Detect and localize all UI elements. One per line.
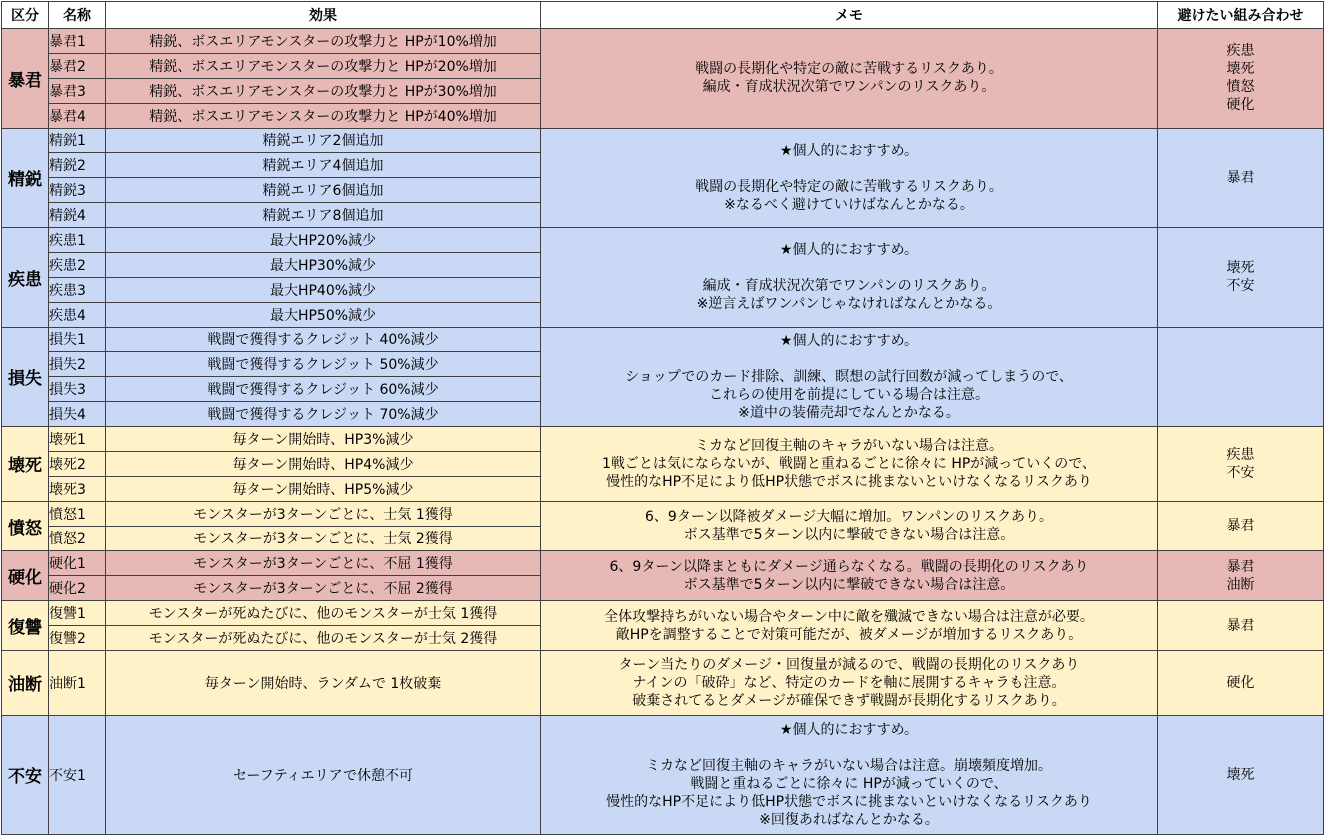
effect-cell: 毎ターン開始時、HP3%減少	[106, 427, 541, 452]
table-row	[2, 601, 1324, 626]
table-row	[2, 128, 1324, 153]
avoid-item: 壊死	[1226, 260, 1255, 277]
effect-cell: 戦闘で獲得するクレジット 40%減少	[106, 327, 541, 352]
avoid-item: 暴君	[1226, 518, 1255, 534]
avoid-item: 油断	[1226, 576, 1255, 593]
category-cell: 精鋭	[2, 128, 49, 228]
memo-line: ※逆言えばワンパンじゃなければなんとかなる。	[696, 296, 1002, 313]
name-cell: 暴君1	[49, 29, 106, 54]
effect-cell: 毎ターン開始時、HP4%減少	[106, 451, 541, 476]
name-cell: 壊死1	[49, 427, 106, 452]
effect-cell: モンスターが3ターンごとに、不屈 2獲得	[106, 576, 541, 601]
effect-cell: モンスターが3ターンごとに、不屈 1獲得	[106, 551, 541, 576]
name-cell: 壊死3	[49, 476, 106, 501]
memo-line: 戦闘の長期化や特定の敵に苦戦するリスクあり。	[695, 178, 1003, 195]
table-row	[2, 551, 1324, 576]
header-effect: 効果	[106, 2, 541, 29]
name-cell: 復讐1	[49, 601, 106, 626]
name-cell: 復讐2	[49, 626, 106, 651]
name-cell: 疾患4	[49, 302, 106, 327]
memo-line: ★個人的におすすめ。	[779, 721, 919, 738]
name-cell: 精鋭1	[49, 128, 106, 153]
memo-cell	[541, 715, 1158, 834]
name-cell: 暴君4	[49, 103, 106, 128]
avoid-item: 疾患	[1226, 43, 1255, 60]
memo-line: 6、9ターン以降まともにダメージ通らなくなる。戦闘の長期化のリスクあり	[609, 558, 1089, 575]
group-2	[2, 228, 1324, 328]
category-cell: 疾患	[2, 228, 49, 328]
avoid-item: 暴君	[1226, 617, 1255, 634]
group-3	[2, 327, 1324, 427]
name-cell: 損失1	[49, 327, 106, 352]
avoid-cell	[1158, 29, 1324, 129]
avoid-item: 壊死	[1226, 61, 1255, 78]
memo-line: ボス基準で5ターン以内に撃破できない場合は注意。	[683, 576, 1015, 593]
memo-line: ★個人的におすすめ。	[779, 332, 919, 349]
effect-cell: モンスターが3ターンごとに、士気 1獲得	[106, 501, 541, 526]
name-cell: 損失3	[49, 377, 106, 402]
memo-line: 敵HPを調整することで対策可能だが、被ダメージが増加するリスクあり。	[615, 626, 1083, 643]
effect-cell: 精鋭、ボスエリアモンスターの攻撃力と HPが30%増加	[106, 78, 541, 103]
memo-cell	[541, 29, 1158, 129]
avoid-cell	[1158, 715, 1324, 834]
effect-cell: 精鋭、ボスエリアモンスターの攻撃力と HPが10%増加	[106, 29, 541, 54]
effect-cell: 戦闘で獲得するクレジット 70%減少	[106, 402, 541, 427]
avoid-cell	[1158, 427, 1324, 502]
memo-line: 編成・育成状況次第でワンパンのリスクあり。	[702, 278, 996, 295]
name-cell: 暴君3	[49, 78, 106, 103]
avoid-item: 暴君	[1226, 169, 1255, 186]
avoid-cell	[1158, 228, 1324, 328]
effect-cell: 精鋭、ボスエリアモンスターの攻撃力と HPが20%増加	[106, 53, 541, 78]
header-memo: メモ	[541, 2, 1158, 29]
memo-line: 慢性的なHP不足により低HP状態でボスに挑まないといけなくなるリスクあり	[606, 473, 1092, 490]
memo-cell	[541, 601, 1158, 651]
memo-line: ミカなど回復主軸のキャラがいない場合は注意。崩壊頻度増加。	[646, 757, 1052, 774]
avoid-item: 壊死	[1226, 766, 1255, 783]
avoid-item: 硬化	[1226, 97, 1255, 114]
group-6	[2, 551, 1324, 601]
avoid-item: 不安	[1226, 278, 1255, 295]
category-cell: 復讐	[2, 601, 49, 651]
memo-line	[541, 160, 1157, 178]
memo-line: ※道中の装備売却でなんとかなる。	[738, 404, 960, 421]
category-cell: 憤怒	[2, 501, 49, 551]
effect-cell: モンスターが3ターンごとに、士気 2獲得	[106, 526, 541, 551]
category-cell: 壊死	[2, 427, 49, 502]
avoid-cell	[1158, 327, 1324, 427]
avoid-item: 疾患	[1226, 446, 1255, 463]
memo-cell	[541, 228, 1158, 328]
effect-cell: 最大HP30%減少	[106, 252, 541, 277]
memo-line: ナインの「破砕」など、特定のカードを軸に展開するキャラも注意。	[632, 674, 1066, 691]
memo-cell	[541, 501, 1158, 551]
name-cell: 損失2	[49, 352, 106, 377]
name-cell: 精鋭3	[49, 178, 106, 203]
header-category: 区分	[2, 2, 49, 29]
group-5	[2, 501, 1324, 551]
memo-cell	[541, 551, 1158, 601]
avoid-item: 不安	[1226, 464, 1255, 481]
avoid-cell	[1158, 501, 1324, 551]
name-cell: 憤怒1	[49, 501, 106, 526]
memo-cell	[541, 128, 1158, 228]
effect-cell: 最大HP50%減少	[106, 302, 541, 327]
avoid-cell	[1158, 601, 1324, 651]
name-cell: 憤怒2	[49, 526, 106, 551]
effect-cell: 精鋭、ボスエリアモンスターの攻撃力と HPが40%増加	[106, 103, 541, 128]
curse-table	[1, 1, 1324, 835]
memo-line: ★個人的におすすめ。	[779, 242, 919, 259]
category-cell: 暴君	[2, 29, 49, 129]
avoid-item: 暴君	[1226, 558, 1255, 575]
memo-line: ※回復あればなんとかなる。	[759, 811, 939, 828]
name-cell: 精鋭2	[49, 153, 106, 178]
table-row	[2, 715, 1324, 834]
memo-line: 6、9ターン以降被ダメージ大幅に増加。ワンパンのリスクあり。	[645, 509, 1053, 525]
memo-line: ボス基準で5ターン以内に撃破できない場合は注意。	[683, 527, 1015, 543]
effect-cell: 精鋭エリア2個追加	[106, 128, 541, 153]
memo-cell	[541, 650, 1158, 715]
header-name: 名称	[49, 2, 106, 29]
effect-cell: 精鋭エリア4個追加	[106, 153, 541, 178]
name-cell: 疾患2	[49, 252, 106, 277]
group-0	[2, 29, 1324, 129]
name-cell: 硬化1	[49, 551, 106, 576]
avoid-item: 硬化	[1226, 674, 1255, 691]
effect-cell: セーフティエリアで休憩不可	[106, 715, 541, 834]
effect-cell: 最大HP20%減少	[106, 228, 541, 253]
memo-line: 1戦ごとは気にならないが、戦闘と重ねるごとに徐々に HPが減っていくので、	[601, 455, 1097, 472]
name-cell: 疾患1	[49, 228, 106, 253]
memo-line	[541, 739, 1157, 757]
effect-cell: 最大HP40%減少	[106, 277, 541, 302]
avoid-item: 憤怒	[1226, 79, 1255, 96]
group-8	[2, 650, 1324, 715]
memo-line: ショップでのカード排除、訓練、瞑想の試行回数が減ってしまうので、	[625, 368, 1073, 385]
category-cell: 硬化	[2, 551, 49, 601]
memo-line: 戦闘と重ねるごとに徐々に HPが減っていくので、	[690, 775, 1008, 792]
group-7	[2, 601, 1324, 651]
name-cell: 暴君2	[49, 53, 106, 78]
effect-cell: 毎ターン開始時、HP5%減少	[106, 476, 541, 501]
memo-line: ターン当たりのダメージ・回復量が減るので、戦闘の長期化のリスクあり	[618, 656, 1080, 673]
group-4	[2, 427, 1324, 502]
table-row	[2, 650, 1324, 715]
effect-cell: 精鋭エリア8個追加	[106, 203, 541, 228]
name-cell: 損失4	[49, 402, 106, 427]
avoid-cell	[1158, 650, 1324, 715]
memo-line: ※なるべく避けていけばなんとかなる。	[724, 196, 974, 213]
name-cell: 疾患3	[49, 277, 106, 302]
memo-line	[541, 259, 1157, 277]
name-cell: 壊死2	[49, 451, 106, 476]
header-avoid: 避けたい組み合わせ	[1158, 2, 1324, 29]
name-cell: 不安1	[49, 715, 106, 834]
header-row	[2, 2, 1324, 29]
table-row	[2, 327, 1324, 352]
group-1	[2, 128, 1324, 228]
effect-cell: 戦闘で獲得するクレジット 50%減少	[106, 352, 541, 377]
table-row	[2, 29, 1324, 54]
memo-line: 破棄されてるとダメージが確保できず戦闘が長期化するリスクあり。	[632, 692, 1066, 709]
memo-cell	[541, 427, 1158, 502]
group-9	[2, 715, 1324, 834]
avoid-cell	[1158, 128, 1324, 228]
effect-cell: モンスターが死ぬたびに、他のモンスターが士気 2獲得	[106, 626, 541, 651]
memo-line: ★個人的におすすめ。	[779, 142, 919, 159]
avoid-cell	[1158, 551, 1324, 601]
table-row	[2, 501, 1324, 526]
memo-line: ミカなど回復主軸のキャラがいない場合は注意。	[695, 437, 1003, 454]
table-row	[2, 228, 1324, 253]
effect-cell: モンスターが死ぬたびに、他のモンスターが士気 1獲得	[106, 601, 541, 626]
memo-line	[541, 350, 1157, 368]
memo-line: 全体攻撃持ちがいない場合やターン中に敵を殲滅できない場合は注意が必要。	[604, 608, 1094, 625]
memo-cell	[541, 327, 1158, 427]
memo-line: 慢性的なHP不足により低HP状態でボスに挑まないといけなくなるリスクあり	[606, 793, 1092, 810]
memo-line: これらの使用を前提にしている場合は注意。	[709, 386, 989, 403]
name-cell: 油断1	[49, 650, 106, 715]
category-cell: 油断	[2, 650, 49, 715]
name-cell: 精鋭4	[49, 203, 106, 228]
effect-cell: 毎ターン開始時、ランダムで 1枚破棄	[106, 650, 541, 715]
effect-cell: 精鋭エリア6個追加	[106, 178, 541, 203]
memo-line: 編成・育成状況次第でワンパンのリスクあり。	[702, 79, 996, 96]
memo-line: 戦闘の長期化や特定の敵に苦戦するリスクあり。	[695, 61, 1003, 78]
category-cell: 損失	[2, 327, 49, 427]
effect-cell: 戦闘で獲得するクレジット 60%減少	[106, 377, 541, 402]
table-row	[2, 427, 1324, 452]
name-cell: 硬化2	[49, 576, 106, 601]
category-cell: 不安	[2, 715, 49, 834]
